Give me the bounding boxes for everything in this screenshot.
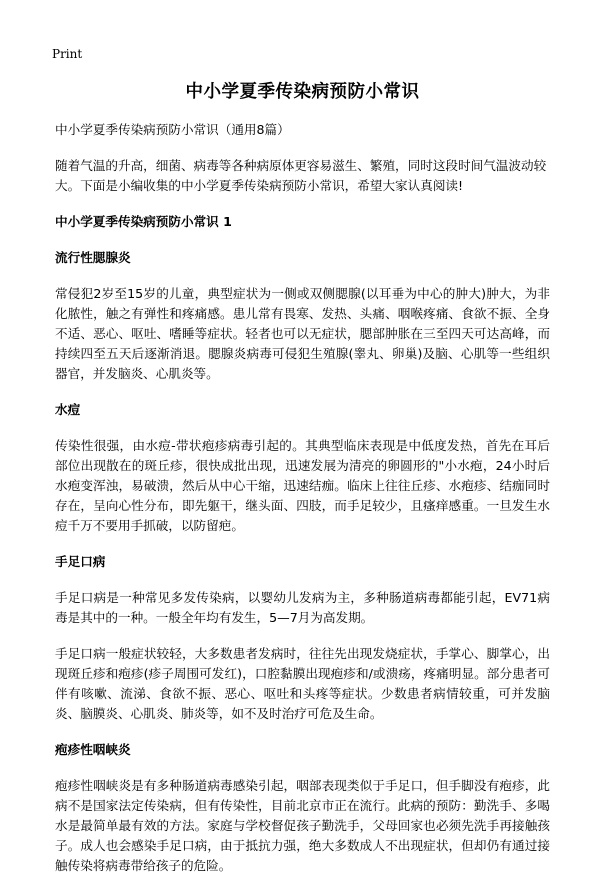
section-herpangina: [55, 740, 550, 876]
print-link[interactable]: Print: [52, 47, 83, 61]
section-heading: 水痘: [55, 402, 81, 417]
section-heading: 流行性腮腺炎: [55, 250, 131, 265]
section-heading: 疱疹性咽峡炎: [55, 742, 131, 757]
section-paragraph: 手足口病一般症状较轻，大多数患者发病时，往往先出现发烧症状，手掌心、脚掌心，出现斑丘疹和疱疹(疹子周围可发红)，口腔黏膜出现疱疹和/或溃疡，疼痛明显。部分患者可伴有咳嗽、流涕、食欲不振、恶心、呕吐和头疼等症状。少数患者病情较重，可并发脑炎、脑膜炎、心肌炎、肺炎等，如不及时治疗可危及生命。: [55, 646, 550, 721]
section-heading: 手足口病: [55, 554, 106, 569]
section-paragraph: 常侵犯2岁至15岁的儿童，典型症状为一侧或双侧腮腺(以耳垂为中心的肿大)肿大，为非化脓性，触之有弹性和疼痛感。患儿常有畏寒、发热、头痛、咽喉疼痛、食欲不振、全身不适、恶心、呕吐、嗜睡等症状。轻者也可以无症状，腮部肿胀在三至四天可达高峰，而持续四至五天后逐渐消退。腮腺炎病毒可侵犯生殖腺(睾丸、卵巢)及脑、心肌等一些组织器官，并发脑炎、心肌炎等。: [55, 286, 550, 381]
page-title: 中小学夏季传染病预防小常识: [185, 82, 420, 102]
section-paragraph: 疱疹性咽峡炎是有多种肠道病毒感染引起，咽部表现类似于手足口，但手脚没有疱疹，此病不是国家法定传染病，但有传染性，目前北京市正在流行。此病的预防：勤洗手、多喝水是最简单最有效的方法。家庭与学校督促孩子勤洗手，父母回家也必须先洗手再接触孩子。成人也会感染手足口病，由于抵抗力强，绝大多数成人不出现症状，但却仍有通过接触传染将病毒带给孩子的危险。: [55, 778, 550, 873]
document-subtitle: 中小学夏季传染病预防小常识（通用8篇）: [55, 122, 290, 137]
document-page: [55, 80, 550, 876]
intro-paragraph: 随着气温的升高，细菌、病毒等各种病原体更容易滋生、繁殖，同时这段时间气温波动较大。下面是小编收集的中小学夏季传染病预防小常识，希望大家认真阅读!: [55, 158, 547, 193]
section-mumps: [55, 248, 550, 384]
section-hand-foot-mouth: [55, 552, 550, 724]
section-paragraph: 传染性很强，由水痘-带状疱疹病毒引起的。其典型临床表现是中低度发热，首先在耳后部位出现散在的斑丘疹，很快成批出现，迅速发展为清亮的卵圆形的"小水疱，24小时后水疱变浑浊，易破溃，然后从中心干缩，迅速结痂。临床上往往丘疹、水疱疹、结痂同时存在，呈向心性分布，即先躯干，继头面、四肢，而手足较少，且瘙痒感重。一旦发生水痘千万不要用手抓破，以防留疤。: [55, 438, 550, 533]
section-paragraph: 手足口病是一种常见多发传染病，以婴幼儿发病为主，多种肠道病毒都能引起，EV71病毒是其中的一种。一般全年均有发生，5—7月为高发期。: [55, 590, 550, 625]
article-heading: 中小学夏季传染病预防小常识 1: [55, 214, 232, 229]
section-chickenpox: [55, 400, 550, 536]
